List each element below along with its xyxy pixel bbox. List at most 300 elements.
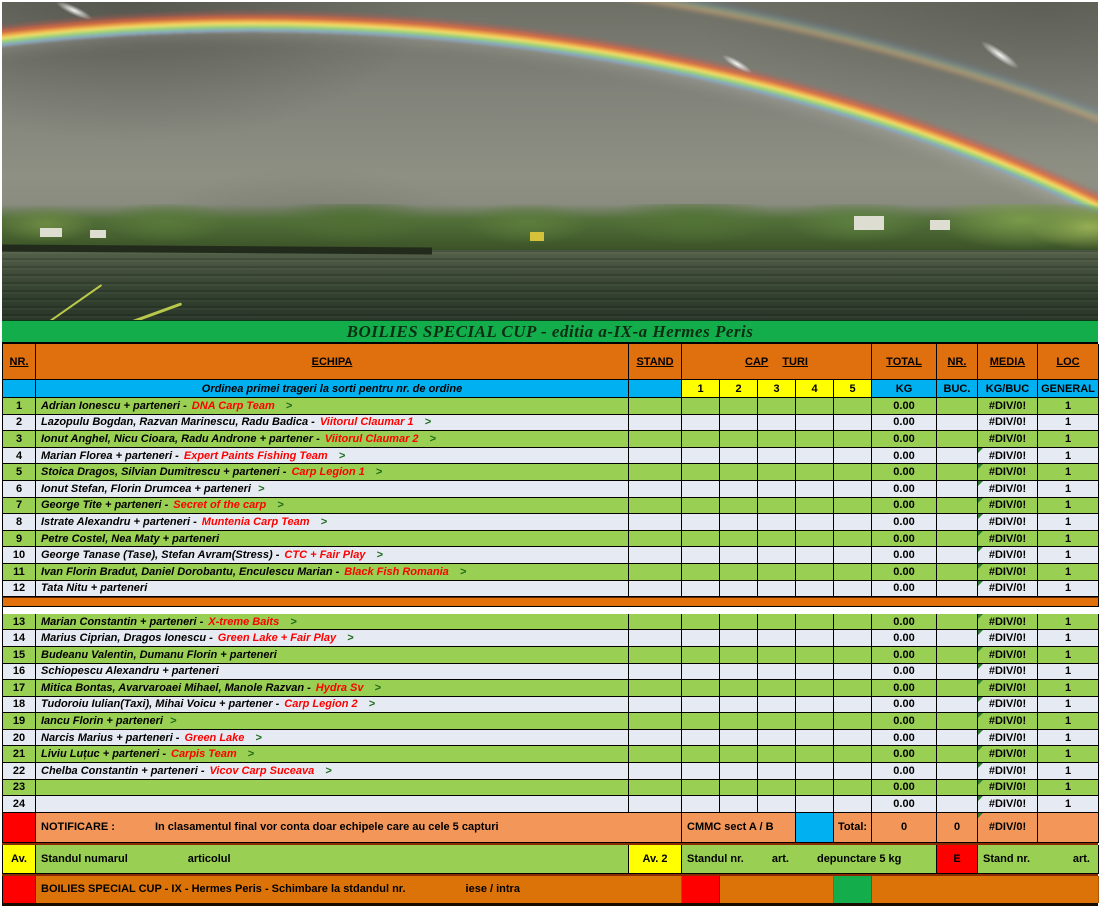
- team-cell[interactable]: [36, 796, 629, 813]
- loc-cell[interactable]: 1: [1038, 448, 1099, 465]
- media-cell[interactable]: [978, 680, 1038, 697]
- catch-cell-3[interactable]: [758, 713, 796, 730]
- catch-cell-5[interactable]: [834, 547, 872, 564]
- row-nr-cell[interactable]: 14: [3, 630, 36, 647]
- subheader-stand-cell[interactable]: [629, 380, 682, 398]
- subheader-kgbuc-cell[interactable]: KG/BUC: [978, 380, 1038, 398]
- buc-cell[interactable]: [937, 780, 978, 797]
- loc-cell[interactable]: 1: [1038, 464, 1099, 481]
- catch-cell-3[interactable]: [758, 780, 796, 797]
- catch-cell-3[interactable]: [758, 514, 796, 531]
- catch-cell-3[interactable]: [758, 614, 796, 631]
- catch-cell-3[interactable]: [758, 547, 796, 564]
- catch-cell-5[interactable]: [834, 647, 872, 664]
- buc-cell[interactable]: [937, 730, 978, 747]
- buc-cell[interactable]: [937, 763, 978, 780]
- catch-cell-4[interactable]: [796, 398, 834, 415]
- stand-cell[interactable]: [629, 796, 682, 813]
- catch-cell-1[interactable]: [682, 514, 720, 531]
- catch-cell-4[interactable]: [796, 713, 834, 730]
- team-cell[interactable]: [36, 398, 629, 415]
- row-nr-cell[interactable]: 11: [3, 564, 36, 581]
- team-cell[interactable]: [36, 614, 629, 631]
- buc-cell[interactable]: [937, 680, 978, 697]
- total-kg-cell[interactable]: 0.00: [872, 547, 937, 564]
- subheader-nr-cell[interactable]: [3, 380, 36, 398]
- catch-cell-3[interactable]: [758, 680, 796, 697]
- total-kg-cell[interactable]: 0.00: [872, 431, 937, 448]
- catch-cell-4[interactable]: [796, 647, 834, 664]
- total-kg-cell[interactable]: 0.00: [872, 464, 937, 481]
- media-cell[interactable]: [978, 746, 1038, 763]
- team-cell[interactable]: [36, 514, 629, 531]
- loc-cell[interactable]: 1: [1038, 647, 1099, 664]
- catch-cell-4[interactable]: [796, 464, 834, 481]
- catch-cell-1[interactable]: [682, 664, 720, 681]
- av-cell[interactable]: Av.: [3, 845, 36, 874]
- total-kg-cell[interactable]: 0.00: [872, 680, 937, 697]
- footer-text-cell[interactable]: [36, 876, 682, 903]
- media-cell[interactable]: [978, 481, 1038, 498]
- stand-cell[interactable]: [629, 398, 682, 415]
- catch-cell-2[interactable]: [720, 730, 758, 747]
- loc-cell[interactable]: 1: [1038, 630, 1099, 647]
- loc-cell[interactable]: 1: [1038, 763, 1099, 780]
- buc-cell[interactable]: [937, 664, 978, 681]
- row-nr-cell[interactable]: 16: [3, 664, 36, 681]
- team-cell[interactable]: [36, 431, 629, 448]
- catch-cell-2[interactable]: [720, 448, 758, 465]
- catch-cell-4[interactable]: [796, 514, 834, 531]
- loc-cell[interactable]: 1: [1038, 746, 1099, 763]
- catch-cell-2[interactable]: [720, 713, 758, 730]
- team-cell[interactable]: [36, 481, 629, 498]
- catch-cell-1[interactable]: [682, 431, 720, 448]
- loc-cell[interactable]: 1: [1038, 680, 1099, 697]
- media-cell[interactable]: [978, 415, 1038, 432]
- catch-cell-2[interactable]: [720, 697, 758, 714]
- row-nr-cell[interactable]: 10: [3, 547, 36, 564]
- catch-cell-1[interactable]: [682, 697, 720, 714]
- stand-cell[interactable]: [629, 697, 682, 714]
- e-cell[interactable]: E: [937, 845, 978, 874]
- total-buc-cell[interactable]: 0: [937, 813, 978, 843]
- media-cell[interactable]: [978, 780, 1038, 797]
- media-cell[interactable]: [978, 664, 1038, 681]
- team-cell[interactable]: [36, 564, 629, 581]
- catch-cell-1[interactable]: [682, 630, 720, 647]
- catch-cell-4[interactable]: [796, 680, 834, 697]
- loc-cell[interactable]: 1: [1038, 415, 1099, 432]
- catch-cell-5[interactable]: [834, 664, 872, 681]
- catch-cell-4[interactable]: [796, 581, 834, 598]
- catch-cell-1[interactable]: [682, 464, 720, 481]
- total-kg-cell[interactable]: 0.00: [872, 763, 937, 780]
- catch-cell-5[interactable]: [834, 713, 872, 730]
- team-cell[interactable]: [36, 763, 629, 780]
- loc-cell[interactable]: 1: [1038, 398, 1099, 415]
- stand-cell[interactable]: [629, 514, 682, 531]
- buc-cell[interactable]: [937, 630, 978, 647]
- total-kg-cell[interactable]: 0.00: [872, 398, 937, 415]
- subheader-general-cell[interactable]: GENERAL: [1038, 380, 1099, 398]
- catch-col-3[interactable]: 3: [758, 380, 796, 398]
- buc-cell[interactable]: [937, 796, 978, 813]
- row-nr-cell[interactable]: 9: [3, 531, 36, 548]
- catch-cell-3[interactable]: [758, 415, 796, 432]
- catch-cell-3[interactable]: [758, 664, 796, 681]
- catch-cell-1[interactable]: [682, 780, 720, 797]
- av2-cell[interactable]: Av. 2: [629, 845, 682, 874]
- total-kg-cell[interactable]: 0.00: [872, 514, 937, 531]
- buc-cell[interactable]: [937, 514, 978, 531]
- catch-cell-2[interactable]: [720, 630, 758, 647]
- loc-cell[interactable]: 1: [1038, 481, 1099, 498]
- catch-cell-2[interactable]: [720, 664, 758, 681]
- catch-cell-3[interactable]: [758, 431, 796, 448]
- buc-cell[interactable]: [937, 713, 978, 730]
- standul-numarul-cell[interactable]: [36, 845, 629, 874]
- total-kg-cell[interactable]: 0.00: [872, 415, 937, 432]
- team-cell[interactable]: [36, 630, 629, 647]
- team-cell[interactable]: [36, 581, 629, 598]
- total-kg-cell[interactable]: 0.00: [872, 564, 937, 581]
- row-nr-cell[interactable]: 12: [3, 581, 36, 598]
- catch-cell-3[interactable]: [758, 398, 796, 415]
- catch-cell-4[interactable]: [796, 780, 834, 797]
- stand-cell[interactable]: [629, 664, 682, 681]
- stand-cell[interactable]: [629, 498, 682, 515]
- media-cell[interactable]: [978, 547, 1038, 564]
- media-cell[interactable]: [978, 531, 1038, 548]
- catch-cell-1[interactable]: [682, 614, 720, 631]
- catch-cell-1[interactable]: [682, 647, 720, 664]
- total-label-cell[interactable]: Total:: [834, 813, 872, 843]
- catch-cell-3[interactable]: [758, 647, 796, 664]
- stand-cell[interactable]: [629, 464, 682, 481]
- loc-cell[interactable]: 1: [1038, 730, 1099, 747]
- team-cell[interactable]: [36, 415, 629, 432]
- catch-cell-3[interactable]: [758, 464, 796, 481]
- catch-cell-5[interactable]: [834, 730, 872, 747]
- stand-cell[interactable]: [629, 713, 682, 730]
- total-kg-cell[interactable]: 0.00: [872, 730, 937, 747]
- total-kg-cell[interactable]: 0.00: [872, 780, 937, 797]
- catch-cell-4[interactable]: [796, 763, 834, 780]
- row-nr-cell[interactable]: 15: [3, 647, 36, 664]
- team-cell[interactable]: [36, 780, 629, 797]
- footer-red-cell[interactable]: [682, 876, 720, 903]
- catch-cell-3[interactable]: [758, 448, 796, 465]
- catch-cell-2[interactable]: [720, 763, 758, 780]
- stand-cell[interactable]: [629, 647, 682, 664]
- stand-cell[interactable]: [629, 746, 682, 763]
- row-nr-cell[interactable]: 23: [3, 780, 36, 797]
- media-cell[interactable]: [978, 713, 1038, 730]
- total-kg-cell[interactable]: 0.00: [872, 647, 937, 664]
- media-cell[interactable]: [978, 581, 1038, 598]
- header-capturi-cell[interactable]: [682, 344, 872, 380]
- buc-cell[interactable]: [937, 448, 978, 465]
- catch-cell-2[interactable]: [720, 581, 758, 598]
- catch-cell-5[interactable]: [834, 763, 872, 780]
- notification-text-cell[interactable]: [36, 813, 682, 843]
- catch-cell-5[interactable]: [834, 464, 872, 481]
- buc-cell[interactable]: [937, 614, 978, 631]
- header-nr-cell[interactable]: [3, 344, 36, 380]
- stand-cell[interactable]: [629, 448, 682, 465]
- catch-cell-4[interactable]: [796, 481, 834, 498]
- total-kg-cell[interactable]: 0.00: [872, 713, 937, 730]
- catch-cell-2[interactable]: [720, 564, 758, 581]
- notification-flag-cell[interactable]: [3, 813, 36, 843]
- buc-cell[interactable]: [937, 697, 978, 714]
- catch-cell-4[interactable]: [796, 614, 834, 631]
- loc-cell[interactable]: 1: [1038, 664, 1099, 681]
- catch-cell-4[interactable]: [796, 564, 834, 581]
- catch-cell-3[interactable]: [758, 746, 796, 763]
- loc-cell[interactable]: 1: [1038, 431, 1099, 448]
- catch-col-2[interactable]: 2: [720, 380, 758, 398]
- loc-cell[interactable]: 1: [1038, 581, 1099, 598]
- subheader-buc-cell[interactable]: BUC.: [937, 380, 978, 398]
- team-cell[interactable]: [36, 498, 629, 515]
- catch-cell-5[interactable]: [834, 431, 872, 448]
- header-total-cell[interactable]: [872, 344, 937, 380]
- catch-cell-2[interactable]: [720, 514, 758, 531]
- buc-cell[interactable]: [937, 746, 978, 763]
- media-cell[interactable]: [978, 730, 1038, 747]
- total-kg-cell[interactable]: 0.00: [872, 746, 937, 763]
- catch-cell-2[interactable]: [720, 614, 758, 631]
- catch-cell-5[interactable]: [834, 680, 872, 697]
- row-nr-cell[interactable]: 1: [3, 398, 36, 415]
- media-cell[interactable]: [978, 564, 1038, 581]
- row-nr-cell[interactable]: 22: [3, 763, 36, 780]
- loc-cell[interactable]: 1: [1038, 514, 1099, 531]
- media-cell[interactable]: [978, 697, 1038, 714]
- total-kg-cell[interactable]: 0.00: [872, 697, 937, 714]
- catch-col-1[interactable]: 1: [682, 380, 720, 398]
- stand-cell[interactable]: [629, 614, 682, 631]
- catch-cell-3[interactable]: [758, 697, 796, 714]
- header-echipa-cell[interactable]: [36, 344, 629, 380]
- catch-cell-2[interactable]: [720, 481, 758, 498]
- catch-cell-5[interactable]: [834, 697, 872, 714]
- catch-cell-5[interactable]: [834, 630, 872, 647]
- total-kg-cell[interactable]: 0.00: [872, 448, 937, 465]
- catch-cell-4[interactable]: [796, 697, 834, 714]
- media-cell[interactable]: [978, 630, 1038, 647]
- catch-cell-5[interactable]: [834, 514, 872, 531]
- catch-cell-1[interactable]: [682, 498, 720, 515]
- row-nr-cell[interactable]: 5: [3, 464, 36, 481]
- header-nrbuc-cell[interactable]: [937, 344, 978, 380]
- catch-cell-5[interactable]: [834, 796, 872, 813]
- catch-cell-2[interactable]: [720, 531, 758, 548]
- cmmc-blue-cell[interactable]: [796, 813, 834, 843]
- catch-cell-2[interactable]: [720, 647, 758, 664]
- row-nr-cell[interactable]: 2: [3, 415, 36, 432]
- catch-cell-3[interactable]: [758, 564, 796, 581]
- row-nr-cell[interactable]: 7: [3, 498, 36, 515]
- footer-flag-cell[interactable]: [3, 876, 36, 903]
- media-cell[interactable]: [978, 514, 1038, 531]
- catch-cell-2[interactable]: [720, 680, 758, 697]
- catch-cell-4[interactable]: [796, 664, 834, 681]
- subheader-ordinea-cell[interactable]: Ordinea primei trageri la sorti pentru nr. de ordine: [36, 380, 629, 398]
- catch-col-4[interactable]: 4: [796, 380, 834, 398]
- buc-cell[interactable]: [937, 398, 978, 415]
- subheader-kg-cell[interactable]: KG: [872, 380, 937, 398]
- row-nr-cell[interactable]: 24: [3, 796, 36, 813]
- catch-cell-4[interactable]: [796, 746, 834, 763]
- stand-cell[interactable]: [629, 763, 682, 780]
- catch-cell-5[interactable]: [834, 498, 872, 515]
- buc-cell[interactable]: [937, 431, 978, 448]
- catch-cell-1[interactable]: [682, 763, 720, 780]
- row-nr-cell[interactable]: 19: [3, 713, 36, 730]
- catch-cell-2[interactable]: [720, 796, 758, 813]
- buc-cell[interactable]: [937, 498, 978, 515]
- catch-cell-1[interactable]: [682, 415, 720, 432]
- catch-cell-4[interactable]: [796, 547, 834, 564]
- team-cell[interactable]: [36, 680, 629, 697]
- catch-cell-1[interactable]: [682, 481, 720, 498]
- stand-nr-cell[interactable]: [978, 845, 1099, 874]
- loc-cell[interactable]: 1: [1038, 614, 1099, 631]
- total-kg-cell[interactable]: 0.00: [872, 630, 937, 647]
- catch-cell-3[interactable]: [758, 581, 796, 598]
- loc-cell[interactable]: 1: [1038, 531, 1099, 548]
- catch-cell-5[interactable]: [834, 746, 872, 763]
- catch-cell-4[interactable]: [796, 498, 834, 515]
- total-kg-cell[interactable]: 0.00: [872, 531, 937, 548]
- team-cell[interactable]: [36, 713, 629, 730]
- footer-orange-cell-2[interactable]: [872, 876, 1099, 903]
- media-cell[interactable]: [978, 448, 1038, 465]
- catch-cell-4[interactable]: [796, 431, 834, 448]
- catch-cell-4[interactable]: [796, 796, 834, 813]
- catch-cell-2[interactable]: [720, 780, 758, 797]
- row-nr-cell[interactable]: 18: [3, 697, 36, 714]
- catch-cell-1[interactable]: [682, 448, 720, 465]
- catch-cell-1[interactable]: [682, 564, 720, 581]
- catch-cell-2[interactable]: [720, 398, 758, 415]
- stand-cell[interactable]: [629, 415, 682, 432]
- loc-cell[interactable]: 1: [1038, 498, 1099, 515]
- row-nr-cell[interactable]: 6: [3, 481, 36, 498]
- catch-cell-2[interactable]: [720, 464, 758, 481]
- team-cell[interactable]: [36, 730, 629, 747]
- catch-cell-2[interactable]: [720, 547, 758, 564]
- total-kg-cell[interactable]: 0.00: [872, 614, 937, 631]
- sheet-title[interactable]: BOILIES SPECIAL CUP - editia a-IX-a Hermes Peris: [2, 320, 1098, 343]
- team-cell[interactable]: [36, 448, 629, 465]
- catch-cell-5[interactable]: [834, 564, 872, 581]
- media-cell[interactable]: [978, 647, 1038, 664]
- total-kg-cell[interactable]: 0.00: [872, 581, 937, 598]
- catch-cell-4[interactable]: [796, 630, 834, 647]
- loc-cell[interactable]: 1: [1038, 713, 1099, 730]
- catch-col-5[interactable]: 5: [834, 380, 872, 398]
- row-nr-cell[interactable]: 17: [3, 680, 36, 697]
- row-nr-cell[interactable]: 3: [3, 431, 36, 448]
- catch-cell-3[interactable]: [758, 531, 796, 548]
- header-stand-cell[interactable]: [629, 344, 682, 380]
- catch-cell-5[interactable]: [834, 415, 872, 432]
- cmmc-cell[interactable]: CMMC sect A / B: [682, 813, 796, 843]
- loc-cell[interactable]: 1: [1038, 547, 1099, 564]
- loc-cell[interactable]: 1: [1038, 697, 1099, 714]
- media-cell[interactable]: [978, 614, 1038, 631]
- catch-cell-4[interactable]: [796, 448, 834, 465]
- catch-cell-2[interactable]: [720, 415, 758, 432]
- stand-cell[interactable]: [629, 564, 682, 581]
- catch-cell-4[interactable]: [796, 730, 834, 747]
- catch-cell-5[interactable]: [834, 481, 872, 498]
- catch-cell-2[interactable]: [720, 746, 758, 763]
- team-cell[interactable]: [36, 547, 629, 564]
- total-media-cell[interactable]: [978, 813, 1038, 843]
- stand-cell[interactable]: [629, 780, 682, 797]
- stand-cell[interactable]: [629, 581, 682, 598]
- catch-cell-1[interactable]: [682, 531, 720, 548]
- catch-cell-1[interactable]: [682, 547, 720, 564]
- catch-cell-4[interactable]: [796, 531, 834, 548]
- catch-cell-3[interactable]: [758, 796, 796, 813]
- total-kg-cell[interactable]: 0.00: [872, 498, 937, 515]
- catch-cell-1[interactable]: [682, 730, 720, 747]
- catch-cell-1[interactable]: [682, 581, 720, 598]
- total-kg-cell[interactable]: 0.00: [872, 481, 937, 498]
- footer-orange-cell[interactable]: [720, 876, 834, 903]
- media-cell[interactable]: [978, 796, 1038, 813]
- catch-cell-3[interactable]: [758, 498, 796, 515]
- media-cell[interactable]: [978, 464, 1038, 481]
- catch-cell-5[interactable]: [834, 448, 872, 465]
- stand-cell[interactable]: [629, 481, 682, 498]
- header-media-cell[interactable]: [978, 344, 1038, 380]
- stand-cell[interactable]: [629, 547, 682, 564]
- media-cell[interactable]: [978, 398, 1038, 415]
- catch-cell-5[interactable]: [834, 614, 872, 631]
- row-nr-cell[interactable]: 20: [3, 730, 36, 747]
- loc-cell[interactable]: 1: [1038, 564, 1099, 581]
- buc-cell[interactable]: [937, 464, 978, 481]
- total-kg-cell[interactable]: 0.00: [872, 796, 937, 813]
- team-cell[interactable]: [36, 664, 629, 681]
- catch-cell-3[interactable]: [758, 481, 796, 498]
- catch-cell-1[interactable]: [682, 398, 720, 415]
- catch-cell-1[interactable]: [682, 746, 720, 763]
- catch-cell-1[interactable]: [682, 680, 720, 697]
- team-cell[interactable]: [36, 464, 629, 481]
- catch-cell-1[interactable]: [682, 796, 720, 813]
- total-kg-cell[interactable]: 0: [872, 813, 937, 843]
- team-cell[interactable]: [36, 647, 629, 664]
- stand-cell[interactable]: [629, 531, 682, 548]
- notification-empty-cell[interactable]: [1038, 813, 1099, 843]
- loc-cell[interactable]: 1: [1038, 796, 1099, 813]
- header-loc-cell[interactable]: [1038, 344, 1099, 380]
- row-nr-cell[interactable]: 4: [3, 448, 36, 465]
- catch-cell-5[interactable]: [834, 531, 872, 548]
- media-cell[interactable]: [978, 431, 1038, 448]
- media-cell[interactable]: [978, 498, 1038, 515]
- catch-cell-5[interactable]: [834, 581, 872, 598]
- catch-cell-5[interactable]: [834, 780, 872, 797]
